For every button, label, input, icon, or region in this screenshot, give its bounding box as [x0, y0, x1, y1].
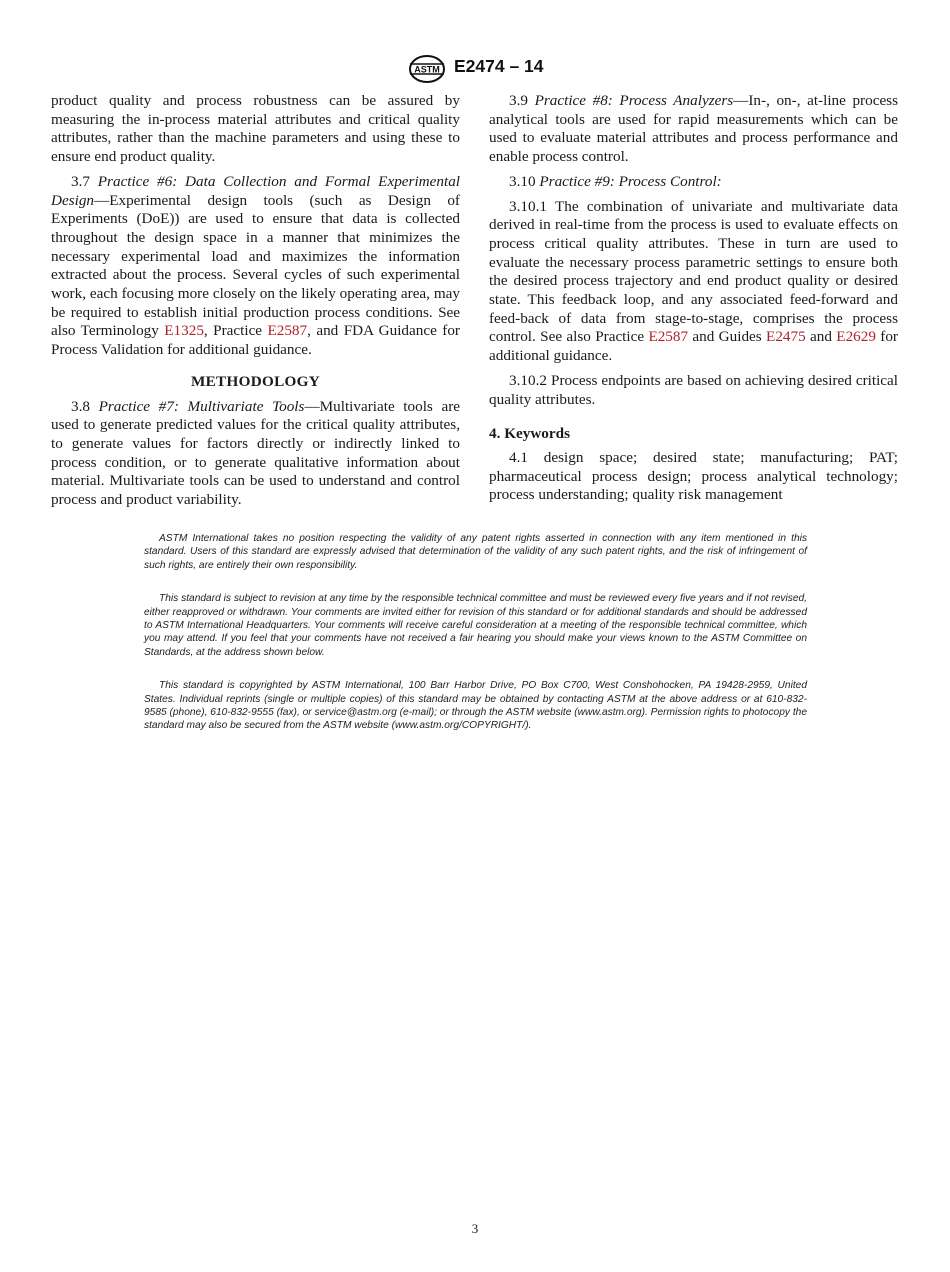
- notice-patent: ASTM International takes no position respecting the validity of any patent rights asserted in connection with any item mentioned in this standard. Users of this standard are expressly advised that determination of the validity of any such patent rights, and the risk of infringement of such rights, are entirely their own responsibility.: [144, 533, 807, 571]
- link-e2587-b[interactable]: E2587: [648, 328, 689, 346]
- section-3-10: 3.10 Practice #9: Process Control:: [509, 172, 722, 190]
- svg-text:ASTM: ASTM: [414, 64, 440, 75]
- document-id: E2474 – 14: [454, 56, 544, 76]
- section-3-9: 3.9 Practice #8: Process Analyzers—In-, on-, at-line process analytical tools are used for rapid measurements which can be used to evaluate material attributes and process performance and enable process control.: [489, 92, 899, 166]
- section-3-10-1: 3.10.1 The combination of univariate and multivariate data derived in real-time from the process is used to evaluate effects on process critical quality attributes. These in turn are used to evaluate the necessary process parametric settings to ensure both the desired process trajectory and end product quality or desired state. This feedback loop, and any associated feed-forward and feed-back of data from stage-to-stage, comprises the process control. See also Practice E2587 and Guides E2475 and E2629 for additional guidance.: [489, 197, 898, 365]
- left-column: [51, 92, 460, 516]
- section-3-9-title: Practice #8: Process Analyzers: [534, 92, 734, 109]
- notice-copyright: This standard is copyrighted by ASTM International, 100 Barr Harbor Drive, PO Box C700, West Conshohocken, PA 19428-2959, United States. Individual reprints (single or multiple copies) of this standard may be obtained by contacting ASTM at the above address or at 610-832-9585 (phone), 610-832-9555 (fax), or service@astm.org (e-mail); or through the ASTM website (www.astm.org). Permission rights to photocopy the standard may also be secured from the ASTM website (www.astm.org/COPYRIGHT/).: [144, 680, 807, 732]
- section-3-7: 3.7 Practice #6: Data Collection and Formal Experimental Design—Experimental design tools (such as Design of Experiments (DoE)) are used to ensure that data is collected throughout the design space in a manner that minimizes the necessary experimental load and maximizes the information extracted about the process. Several cycles of such experimental work, each focusing more closely on the likely operating area, may be required to establish initial production process conditions. See also Terminology E1325, Practice E2587, and FDA Guidance for Process Validation for additional guidance.: [51, 172, 461, 359]
- section-3-7-title: Practice #6: Data Collection and Formal Experimental Design: [51, 172, 461, 209]
- legal-notices: [144, 532, 807, 753]
- section-3-10-2: 3.10.2 Process endpoints are based on achieving desired critical quality attributes.: [489, 371, 898, 408]
- link-e2587[interactable]: E2587: [267, 322, 308, 340]
- notice-revision: This standard is subject to revision at any time by the responsible technical committee and must be reviewed every five years and if not revised, either reapproved or withdrawn. Your comments are invited either for revision of this standard or for additional standards and should be addressed to ASTM International Headquarters. Your comments will receive careful consideration at a meeting of the responsible technical committee, which you may attend. If you feel that your comments have not received a fair hearing you should make your views known to the ASTM Committee on Standards, at the address shown below.: [144, 593, 807, 658]
- page-header: [0, 54, 950, 84]
- page-number: 3: [471, 1221, 479, 1236]
- section-3-8: 3.8 Practice #7: Multivariate Tools—Multivariate tools are used to generate predicted values for the critical quality attributes, to generate values for factors directly or indirectly linked to process condition, or to generate qualitative information about material. Multivariate tools can be used to understand and control process and product variability.: [51, 397, 461, 509]
- astm-logo-icon: [407, 54, 447, 84]
- keywords-heading: 4. Keywords: [489, 425, 570, 443]
- link-e2629[interactable]: E2629: [836, 328, 876, 346]
- link-e1325[interactable]: E1325: [164, 322, 204, 340]
- right-column: [489, 92, 898, 511]
- link-e2475[interactable]: E2475: [766, 328, 806, 346]
- paragraph-continued: product quality and process robustness can be assured by measuring the in-process material attributes and critical quality attributes, rather than the machine parameters and using these to ensure end product quality.: [51, 92, 460, 166]
- section-3-10-title: Practice #9: Process Control:: [539, 172, 722, 190]
- keywords-text: 4.1 design space; desired state; manufacturing; PAT; pharmaceutical process design; process analytical technology; process understanding; quality risk management: [489, 448, 898, 504]
- methodology-heading: METHODOLOGY: [190, 372, 321, 390]
- section-3-8-title: Practice #7: Multivariate Tools: [98, 397, 305, 415]
